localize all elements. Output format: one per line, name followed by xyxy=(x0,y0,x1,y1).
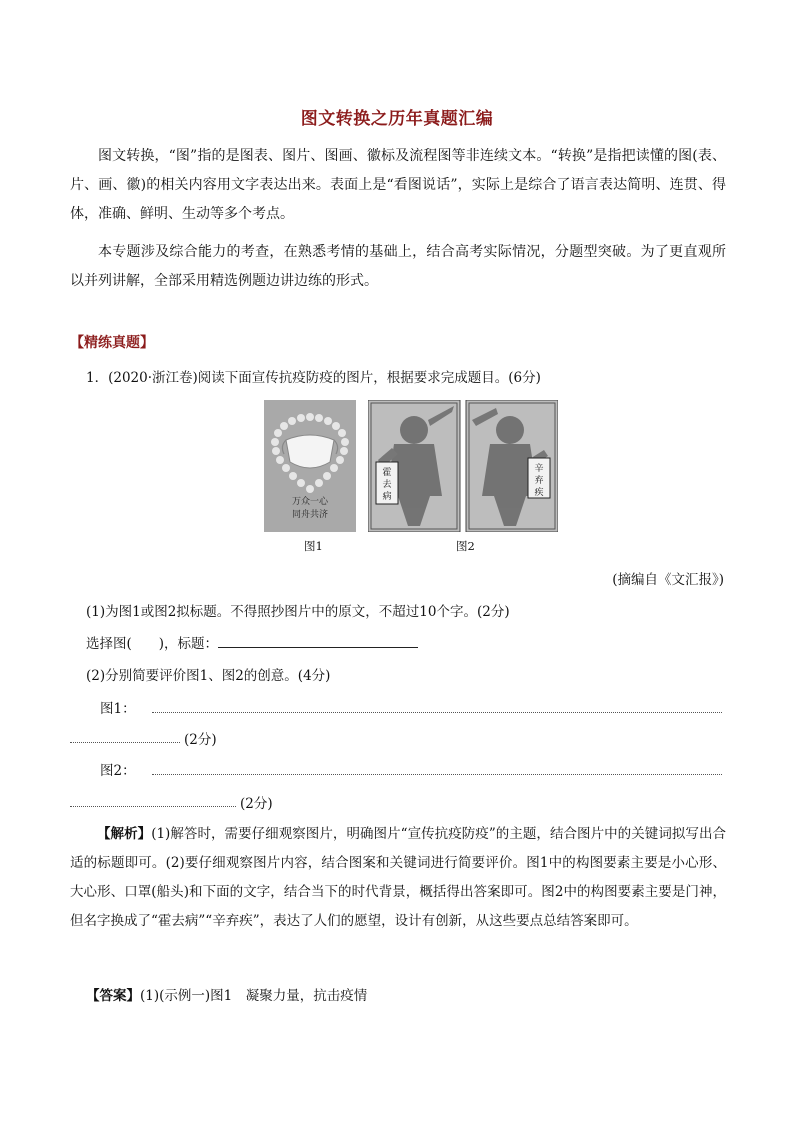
answer-block xyxy=(86,984,367,1004)
section-label: 【精练真题】 xyxy=(70,335,154,351)
fig2-answer-line-1[interactable] xyxy=(152,773,722,775)
question-1-stem: 1．(2020·浙江卷)阅读下面宣传抗疫防疫的图片，根据要求完成题目。(6分) xyxy=(86,370,541,386)
figure-1 xyxy=(264,400,356,553)
figure-1-text-1: 万众一心 xyxy=(291,497,329,507)
figure-source: (摘编自《文汇报》) xyxy=(612,572,724,588)
figure-2-caption: 图2 xyxy=(456,539,475,553)
fig2-score: (2分) xyxy=(240,796,273,812)
answer-text: (1)(示例一)图1 凝聚力量，抗击疫情 xyxy=(140,988,368,1004)
choose-mid: )，标题： xyxy=(131,636,219,652)
question-1-part-2: (2)分别简要评价图1、图2的创意。(4分) xyxy=(86,668,331,684)
figure-2 xyxy=(368,400,558,553)
analysis-label: 【解析】 xyxy=(97,826,152,842)
figure-1-caption: 图1 xyxy=(304,539,323,553)
intro-paragraph-2: 本专题涉及综合能力的考查，在熟悉考情的基础上，结合高考实际情况，分题型突破。为了更直观所以并列讲解，全部采用精选例题边讲边练的形式。 xyxy=(70,244,726,289)
question-1-part-1: (1)为图1或图2拟标题。不得照抄图片中的原文，不超过10个字。(2分) xyxy=(86,604,510,620)
analysis-text: (1)解答时，需要仔细观察图片，明确图片“宣传抗疫防疫”的主题，结合图片中的关键词拟写出合适的标题即可。(2)要仔细观察图片内容，结合图案和关键词进行简要评价。图1中的构图要素主要是小心形、大心形、口罩(船头)和下面的文字，结合当下的时代背景，概括得出答案即可。图2中的构图要素主要是门神，但名字换成了“霍去病”“辛弃疾”，表达了人们的愿望，设计有创新，从这些要点总结答案即可。 xyxy=(70,826,726,929)
intro-paragraph-1: 图文转换，“图”指的是图表、图片、图画、徽标及流程图等非连续文本。“转换”是指把读懂的图(表、片、画、徽)的相关内容用文字表达出来。表面上是“看图说话”，实际上是综合了语言表达简明、连贯、得体，准确、鲜明、生动等多个考点。 xyxy=(70,148,726,222)
page-title: 图文转换之历年真题汇编 xyxy=(300,109,494,129)
figure-2-label-left: 霍去病 xyxy=(382,468,392,502)
fig1-score: (2分) xyxy=(184,732,217,748)
fig1-answer-label: 图1： xyxy=(100,701,136,717)
figure-2-image xyxy=(368,400,558,532)
fig1-answer-line-2[interactable] xyxy=(70,741,180,743)
fig1-answer-line-1[interactable] xyxy=(152,711,722,713)
figure-1-text-2: 同舟共济 xyxy=(291,510,329,520)
title-answer-row xyxy=(86,632,418,652)
fig2-answer-label: 图2： xyxy=(100,763,136,779)
figure-2-label-right: 辛弃疾 xyxy=(534,464,544,498)
figure-1-image xyxy=(264,400,356,532)
analysis-block xyxy=(70,820,726,936)
choose-prefix: 选择图( xyxy=(86,636,132,652)
fig2-answer-line-2[interactable] xyxy=(70,805,236,807)
title-answer-blank[interactable] xyxy=(218,633,418,648)
answer-label: 【答案】 xyxy=(86,988,140,1004)
